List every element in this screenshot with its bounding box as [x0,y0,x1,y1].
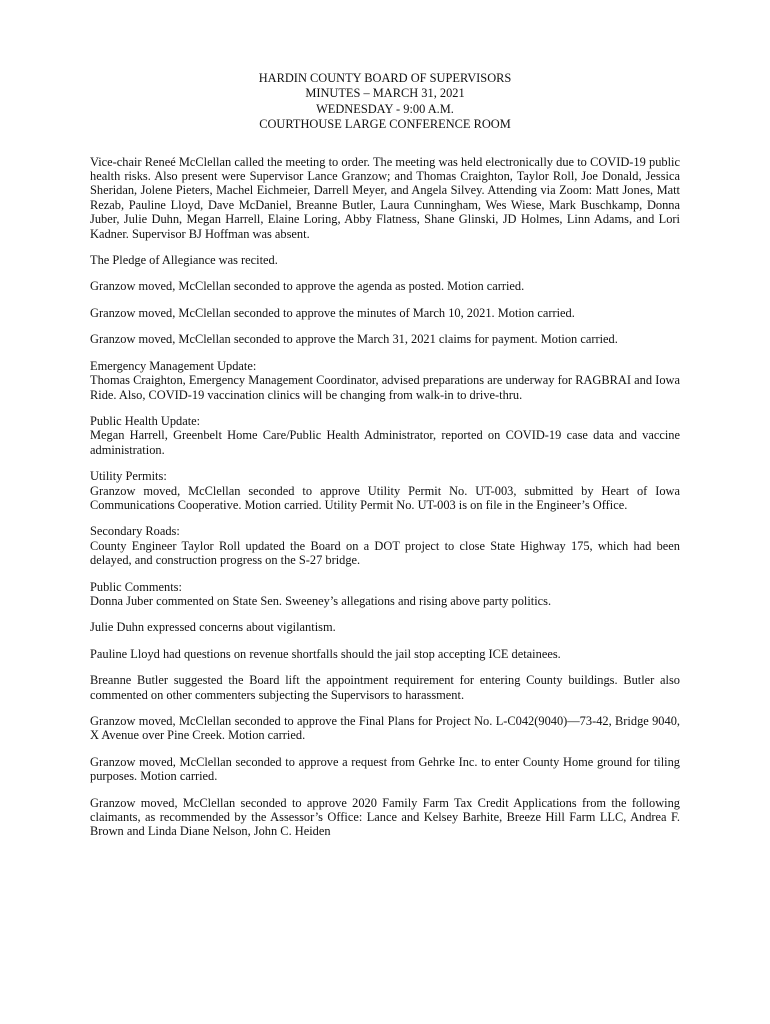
section-title-secondary-roads: Secondary Roads: [90,524,180,539]
section-public-comments [90,580,680,609]
section-title-emergency-management: Emergency Management Update: [90,358,257,373]
paragraph-butler-comment: Breanne Butler suggested the Board lift the appointment requirement for entering County buildings. Butler also commented on other commenters subjecting the Supervisors to harassment. [90,673,680,702]
header-location: COURTHOUSE LARGE CONFERENCE ROOM [259,117,511,132]
document-header [90,71,680,133]
section-body-public-health: Megan Harrell, Greenbelt Home Care/Public Health Administrator, reported on COVID-19 case data and vaccine administration. [90,428,680,457]
section-title-public-health: Public Health Update: [90,413,201,428]
paragraph-approve-minutes: Granzow moved, McClellan seconded to approve the minutes of March 10, 2021. Motion carried. [90,305,575,320]
paragraph-approve-agenda: Granzow moved, McClellan seconded to approve the agenda as posted. Motion carried. [90,279,525,294]
paragraph-gehrke-request: Granzow moved, McClellan seconded to approve a request from Gehrke Inc. to enter County Home ground for tiling purposes. Motion carried. [90,754,680,784]
header-day-time: WEDNESDAY - 9:00 A.M. [316,101,454,116]
document-page [90,71,680,851]
section-public-health [90,414,680,457]
header-board-title: HARDIN COUNTY BOARD OF SUPERVISORS [258,71,512,85]
section-emergency-management [90,359,680,402]
section-body-public-comments: Donna Juber commented on State Sen. Sweeney’s allegations and rising above party politics. [90,593,552,608]
paragraph-final-plans: Granzow moved, McClellan seconded to approve the Final Plans for Project No. L-C042(9040)—73-42, Bridge 9040, X Avenue over Pine Creek. Motion carried. [90,714,680,743]
section-title-utility-permits: Utility Permits: [90,469,167,484]
paragraph-pledge: The Pledge of Allegiance was recited. [90,253,278,268]
section-secondary-roads [90,524,680,567]
paragraph-family-farm-credit: Granzow moved, McClellan seconded to approve 2020 Family Farm Tax Credit Applications from the following claimants, as recommended by the Assessor’s Office: Lance and Kelsey Barhite, Breeze Hill Farm LLC, Andrea F. Brown and Linda Diane Nelson, John C. Heiden [90,795,680,839]
section-body-secondary-roads: County Engineer Taylor Roll updated the Board on a DOT project to close State Highway 175, which had been delayed, and construction progress on the S-27 bridge. [90,538,680,568]
section-utility-permits [90,469,680,512]
paragraph-lloyd-comment: Pauline Lloyd had questions on revenue shortfalls should the jail stop accepting ICE detainees. [90,646,561,661]
paragraph-call-to-order: Vice-chair Reneé McClellan called the meeting to order. The meeting was held electronically due to COVID-19 public health risks. Also present were Supervisor Lance Granzow; and Thomas Craighton, Taylor Roll, Joe Donald, Jessica Sheridan, Jolene Pieters, Machel Eichmeier, Darrell Meyer, and Angela Silvey. Attending via Zoom: Matt Jones, Matt Rezab, Pauline Lloyd, Dave McDaniel, Breanne Butler, Laura Cunningham, Wes Wiese, Mark Buschkamp, Donna Juber, Julie Duhn, Megan Harrell, Elaine Loring, Abby Flatness, Shane Glinski, JD Holmes, Linn Adams, and Lori Kadner. Supervisor BJ Hoffman was absent. [90,154,680,241]
section-body-utility-permits: Granzow moved, McClellan seconded to approve Utility Permit No. UT-003, submitted by Heart of Iowa Communications Cooperative. Motion carried. Utility Permit No. UT-003 is on file in the Engineer’s Office. [90,483,680,512]
section-body-emergency-management: Thomas Craighton, Emergency Management Coordinator, advised preparations are underway for RAGBRAI and Iowa Ride. Also, COVID-19 vaccination clinics will be changing from walk-in to drive-thru. [90,373,680,402]
paragraph-duhn-comment: Julie Duhn expressed concerns about vigilantism. [90,620,336,635]
header-minutes-date: MINUTES – MARCH 31, 2021 [305,86,465,101]
section-title-public-comments: Public Comments: [90,579,182,594]
paragraph-approve-claims: Granzow moved, McClellan seconded to approve the March 31, 2021 claims for payment. Motion carried. [90,332,618,347]
